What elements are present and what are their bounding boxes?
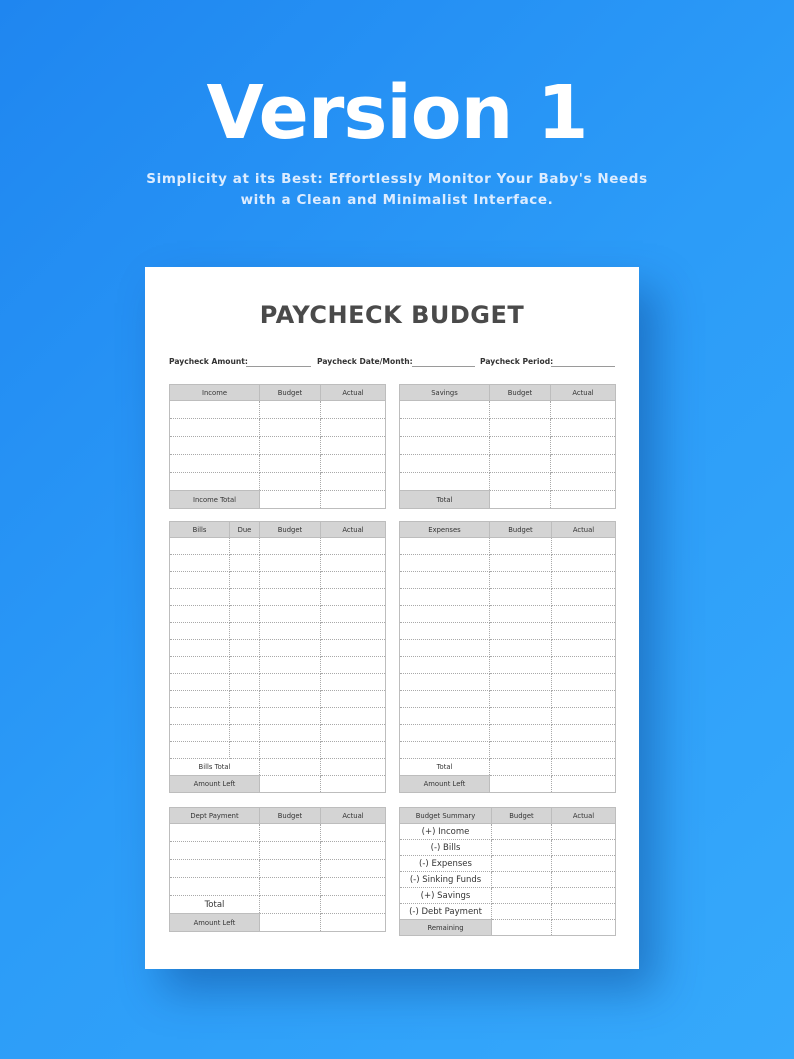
hero-title: Version 1: [206, 70, 588, 156]
table-row[interactable]: [400, 606, 616, 623]
bills-total-row[interactable]: [170, 759, 386, 776]
table-row[interactable]: [170, 842, 386, 860]
table-row[interactable]: [170, 725, 386, 742]
table-row[interactable]: [400, 538, 616, 555]
table-row[interactable]: [170, 419, 386, 437]
debt-header-budget: Budget: [260, 808, 321, 824]
bills-table: [169, 521, 386, 793]
expenses-header-actual: Actual: [552, 522, 616, 538]
table-row[interactable]: [400, 674, 616, 691]
summary-row-income[interactable]: [400, 824, 616, 840]
income-header-budget: Budget: [260, 385, 321, 401]
bills-total-label: Bills Total: [170, 759, 260, 776]
expenses-left-row[interactable]: [400, 776, 616, 793]
summary-label-debt-payment: (-) Debt Payment: [400, 904, 492, 920]
debt-header-actual: Actual: [321, 808, 386, 824]
debt-payment-table: [169, 807, 386, 932]
savings-table: [399, 384, 616, 509]
savings-header-actual: Actual: [551, 385, 616, 401]
summary-row-savings[interactable]: [400, 888, 616, 904]
table-row[interactable]: [170, 640, 386, 657]
summary-row-bills[interactable]: [400, 840, 616, 856]
paycheck-period-field[interactable]: [480, 357, 553, 366]
table-row[interactable]: [400, 742, 616, 759]
summary-row-debt-payment[interactable]: [400, 904, 616, 920]
paycheck-date-field[interactable]: [317, 357, 413, 366]
table-row[interactable]: [400, 473, 616, 491]
summary-header-summary: Budget Summary: [400, 808, 492, 824]
summary-header-row: [400, 808, 616, 824]
hero-subtitle: [97, 169, 697, 211]
bills-header-budget: Budget: [260, 522, 321, 538]
table-row[interactable]: [400, 657, 616, 674]
expenses-header-budget: Budget: [490, 522, 552, 538]
table-row[interactable]: [170, 860, 386, 878]
table-row[interactable]: [400, 640, 616, 657]
table-row[interactable]: [170, 623, 386, 640]
table-row[interactable]: [400, 589, 616, 606]
savings-header-savings: Savings: [400, 385, 490, 401]
summary-remaining-label: Remaining: [400, 920, 492, 936]
budget-summary-table: [399, 807, 616, 936]
sheet-title: PAYCHECK BUDGET: [259, 301, 525, 329]
income-total-label: Income Total: [170, 491, 260, 509]
paycheck-amount-field[interactable]: [169, 357, 248, 366]
table-row[interactable]: [170, 606, 386, 623]
budget-sheet: [145, 267, 639, 969]
summary-header-budget: Budget: [492, 808, 552, 824]
expenses-left-label: Amount Left: [400, 776, 490, 793]
table-row[interactable]: [400, 725, 616, 742]
table-row[interactable]: [400, 437, 616, 455]
expenses-header-row: [400, 522, 616, 538]
table-row[interactable]: [170, 878, 386, 896]
table-row[interactable]: [400, 623, 616, 640]
income-total-row[interactable]: [170, 491, 386, 509]
table-row[interactable]: [170, 401, 386, 419]
expenses-header-expenses: Expenses: [400, 522, 490, 538]
paycheck-amount-label: Paycheck Amount:: [169, 357, 248, 366]
hero-subtitle-line-2: with a Clean and Minimalist Interface.: [240, 192, 554, 208]
paycheck-period-line[interactable]: [551, 366, 615, 367]
summary-label-expenses: (-) Expenses: [400, 856, 492, 872]
table-row[interactable]: [170, 691, 386, 708]
income-table: [169, 384, 386, 509]
income-header-actual: Actual: [321, 385, 386, 401]
paycheck-date-line[interactable]: [412, 366, 475, 367]
savings-header-row: [400, 385, 616, 401]
table-row[interactable]: [170, 538, 386, 555]
table-row[interactable]: [170, 742, 386, 759]
table-row[interactable]: [170, 674, 386, 691]
summary-label-sinking-funds: (-) Sinking Funds: [400, 872, 492, 888]
paycheck-period-label: Paycheck Period:: [480, 357, 554, 366]
table-row[interactable]: [400, 691, 616, 708]
income-header-income: Income: [170, 385, 260, 401]
debt-total-label: Total: [170, 896, 260, 914]
table-row[interactable]: [170, 455, 386, 473]
table-row[interactable]: [170, 589, 386, 606]
income-header-row: [170, 385, 386, 401]
summary-label-income: (+) Income: [400, 824, 492, 840]
debt-header-payment: Dept Payment: [170, 808, 260, 824]
table-row[interactable]: [400, 572, 616, 589]
table-row[interactable]: [170, 572, 386, 589]
table-row[interactable]: [400, 708, 616, 725]
table-row[interactable]: [170, 437, 386, 455]
summary-label-savings: (+) Savings: [400, 888, 492, 904]
summary-row-expenses[interactable]: [400, 856, 616, 872]
table-row[interactable]: [400, 419, 616, 437]
bills-left-label: Amount Left: [170, 776, 260, 793]
bills-left-row[interactable]: [170, 776, 386, 793]
summary-remaining-row[interactable]: [400, 920, 616, 936]
bills-header-row: [170, 522, 386, 538]
bills-header-actual: Actual: [321, 522, 386, 538]
savings-total-label: Total: [400, 491, 490, 509]
debt-header-row: [170, 808, 386, 824]
savings-header-budget: Budget: [490, 385, 551, 401]
hero-subtitle-line-1: Simplicity at its Best: Effortlessly Monitor Your Baby's Needs: [146, 171, 648, 187]
table-row[interactable]: [170, 824, 386, 842]
table-row[interactable]: [170, 708, 386, 725]
paycheck-date-label: Paycheck Date/Month:: [317, 357, 413, 366]
paycheck-amount-line[interactable]: [246, 366, 311, 367]
summary-label-bills: (-) Bills: [400, 840, 492, 856]
savings-total-row[interactable]: [400, 491, 616, 509]
bills-header-bills: Bills: [170, 522, 230, 538]
table-row[interactable]: [170, 473, 386, 491]
bills-header-due: Due: [230, 522, 260, 538]
expenses-total-label: Total: [400, 759, 490, 776]
table-row[interactable]: [400, 401, 616, 419]
summary-row-sinking-funds[interactable]: [400, 872, 616, 888]
table-row[interactable]: [400, 555, 616, 572]
table-row[interactable]: [170, 555, 386, 572]
table-row[interactable]: [170, 657, 386, 674]
expenses-table: [399, 521, 616, 793]
paycheck-fields: [169, 357, 615, 373]
expenses-total-row[interactable]: [400, 759, 616, 776]
debt-total-row[interactable]: [170, 896, 386, 914]
debt-left-label: Amount Left: [170, 914, 260, 932]
table-row[interactable]: [400, 455, 616, 473]
summary-header-actual: Actual: [552, 808, 616, 824]
debt-left-row[interactable]: [170, 914, 386, 932]
